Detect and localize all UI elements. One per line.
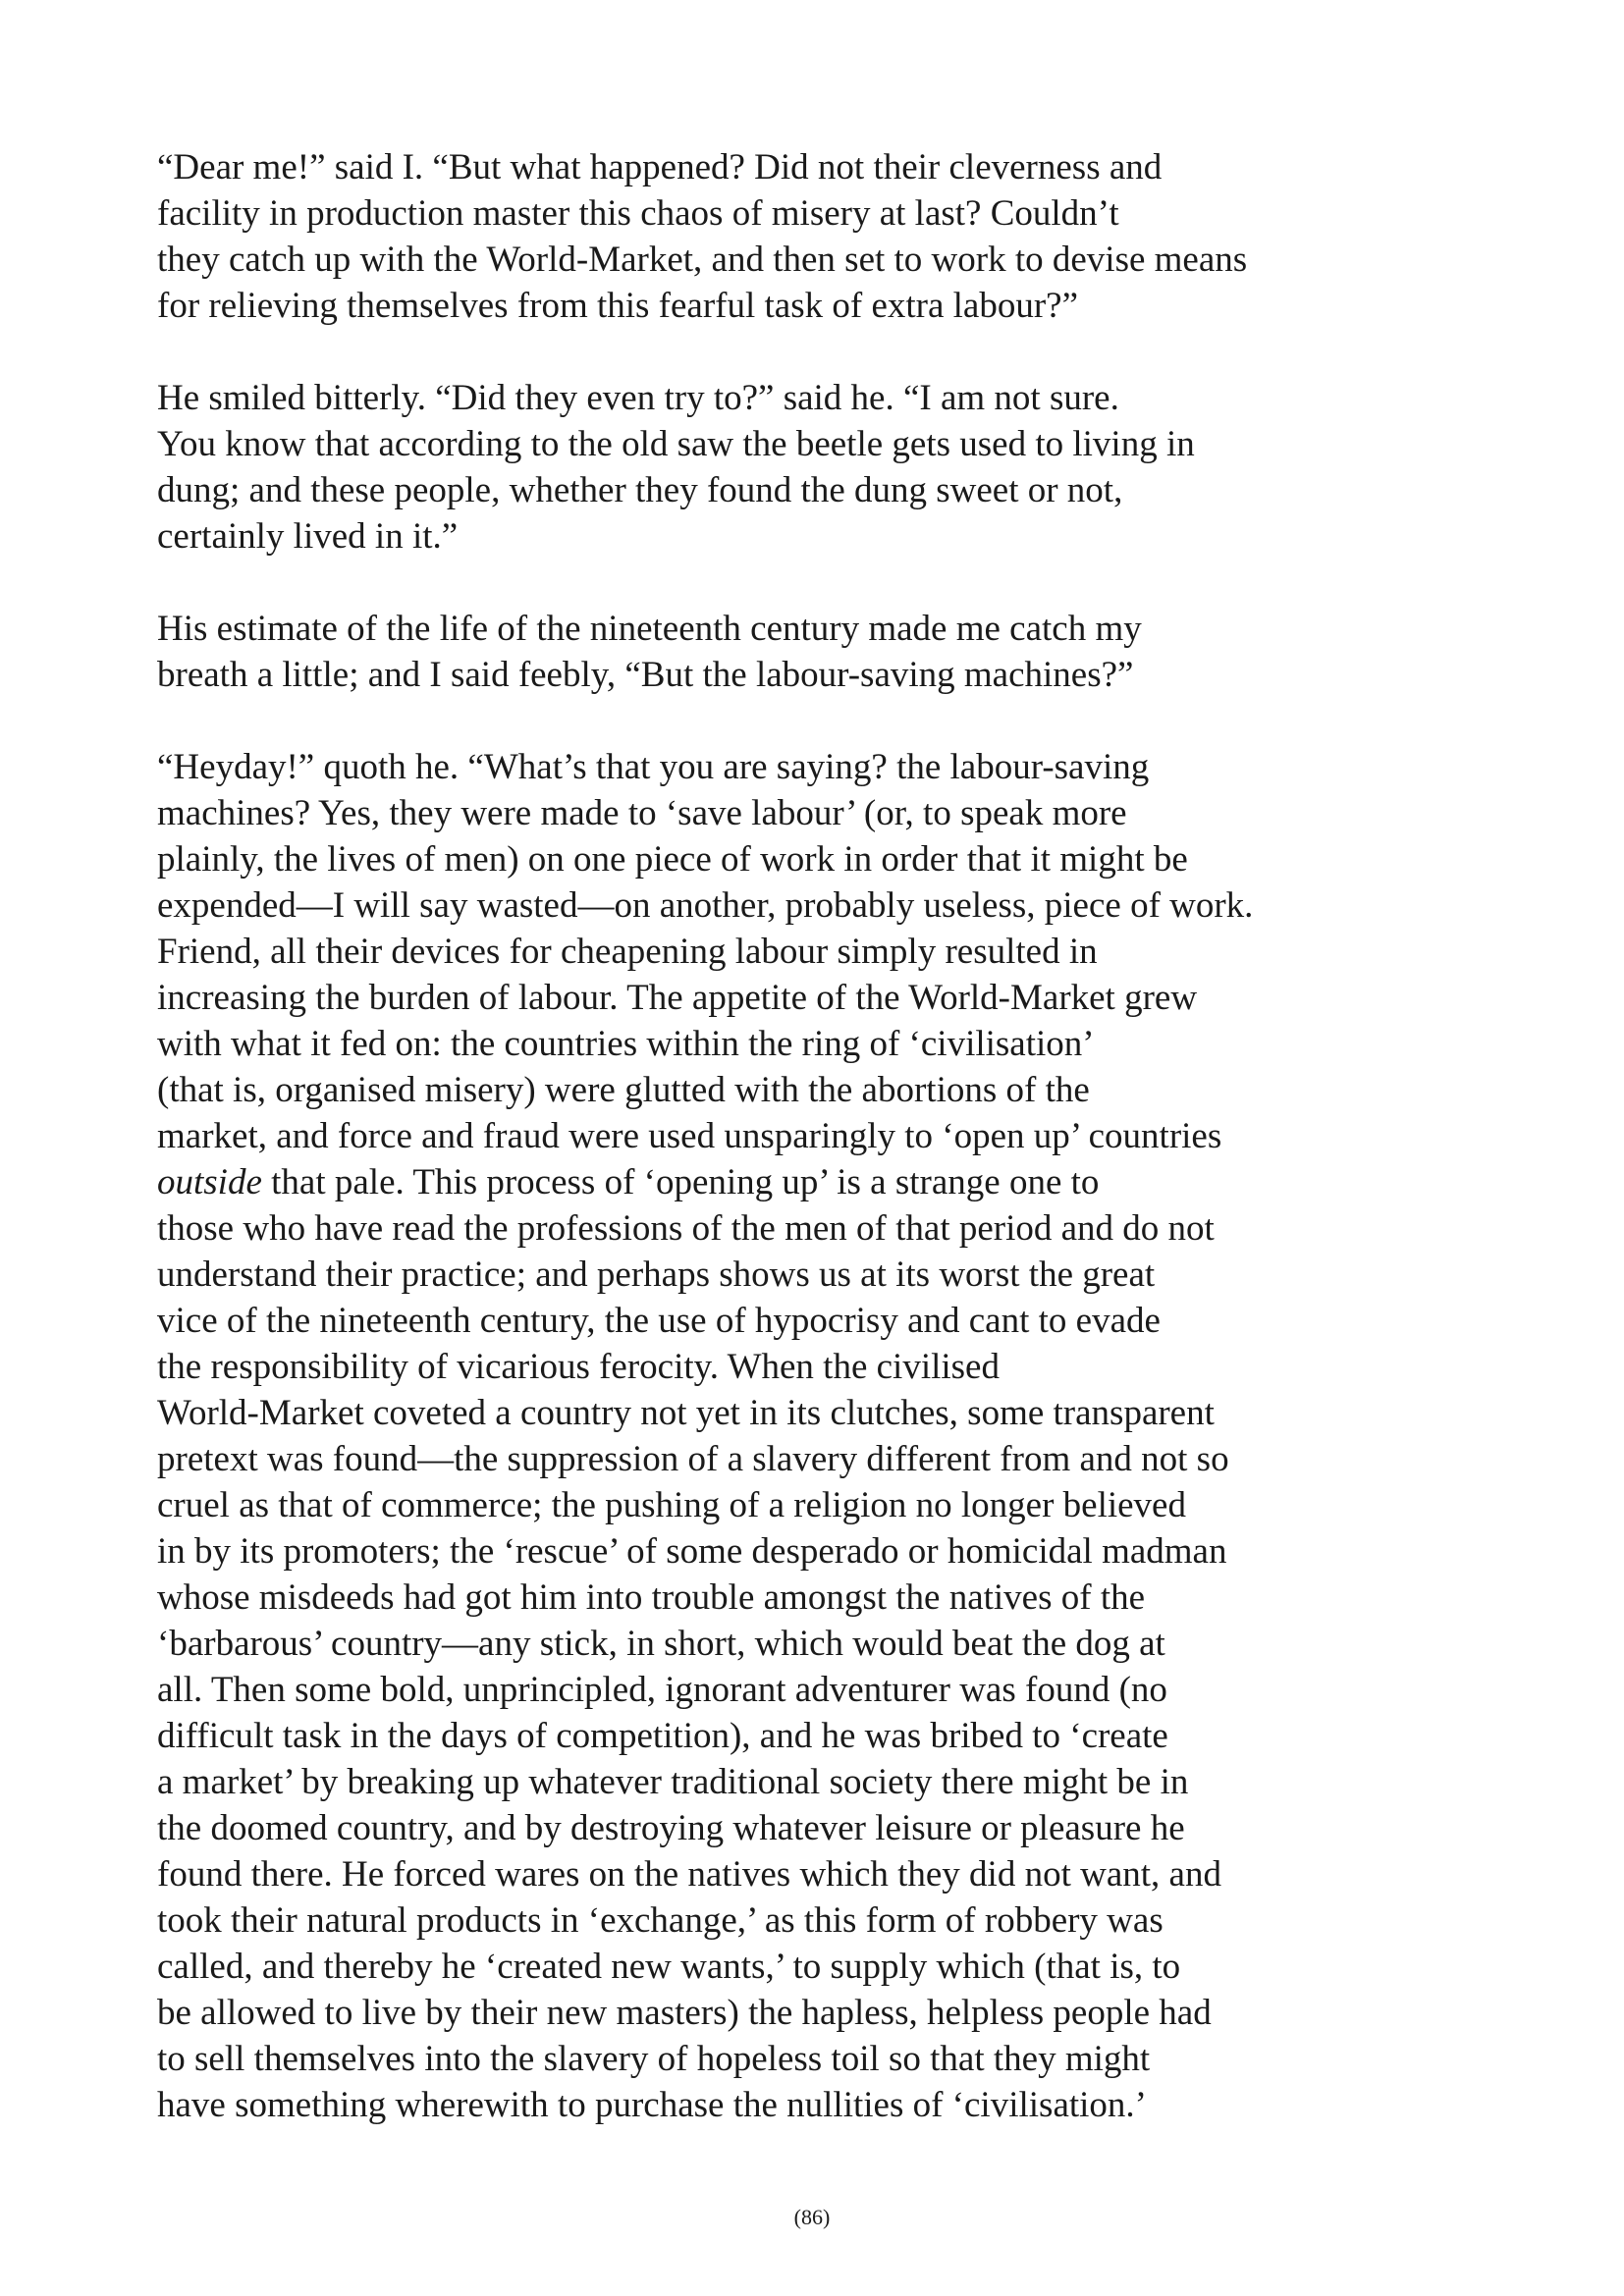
text-line: took their natural products in ‘exchange,’ as this form of robbery was xyxy=(157,1900,1164,1941)
text-line: the responsibility of vicarious ferocity. When the civilised xyxy=(157,1347,1000,1387)
text-line: cruel as that of commerce; the pushing of a religion no longer believed xyxy=(157,1485,1186,1525)
paragraph-4 xyxy=(157,744,1375,2128)
text-line: the doomed country, and by destroying whatever leisure or pleasure he xyxy=(157,1808,1185,1848)
text-line: Friend, all their devices for cheapening labour simply resulted in xyxy=(157,932,1098,972)
text-line: a market’ by breaking up whatever traditional society there might be in xyxy=(157,1762,1189,1802)
text-line: be allowed to live by their new masters) the hapless, helpless people had xyxy=(157,1993,1212,2033)
text-line: have something wherewith to purchase the nullities of ‘civilisation.’ xyxy=(157,2085,1147,2125)
paragraph-3 xyxy=(157,606,1375,698)
text-line: (that is, organised misery) were glutted with the abortions of the xyxy=(157,1070,1090,1110)
text-line: machines? Yes, they were made to ‘save labour’ (or, to speak more xyxy=(157,793,1127,833)
text-line: difficult task in the days of competition), and he was bribed to ‘create xyxy=(157,1716,1168,1756)
paragraph-2 xyxy=(157,375,1375,560)
text-line: in by its promoters; the ‘rescue’ of some desperado or homicidal madman xyxy=(157,1531,1227,1572)
text-line: increasing the burden of labour. The appetite of the World-Market grew xyxy=(157,978,1198,1018)
text-line: You know that according to the old saw the beetle gets used to living in xyxy=(157,424,1195,464)
text-line: those who have read the professions of the men of that period and do not xyxy=(157,1208,1215,1249)
text-line: breath a little; and I said feebly, “But the labour-saving machines?” xyxy=(157,655,1134,695)
text-line: they catch up with the World-Market, and then set to work to devise means xyxy=(157,240,1248,280)
text-line: found there. He forced wares on the natives which they did not want, and xyxy=(157,1854,1221,1895)
text-line: pretext was found—the suppression of a slavery different from and not so xyxy=(157,1439,1229,1479)
page-number: (86) xyxy=(793,2205,831,2229)
text-line: called, and thereby he ‘created new wants,’ to supply which (that is, to xyxy=(157,1947,1181,1987)
text-line: World-Market coveted a country not yet in its clutches, some transparent xyxy=(157,1393,1215,1433)
text-line: to sell themselves into the slavery of hopeless toil so that they might xyxy=(157,2039,1151,2079)
text-line: certainly lived in it.” xyxy=(157,516,459,557)
text-line: “Dear me!” said I. “But what happened? Did not their cleverness and xyxy=(157,147,1163,187)
paragraph-1 xyxy=(157,144,1375,329)
text-line: His estimate of the life of the nineteenth century made me catch my xyxy=(157,609,1142,649)
text-line: understand their practice; and perhaps shows us at its worst the great xyxy=(157,1255,1156,1295)
text-line-with-italic xyxy=(157,1159,1375,1205)
text-line: He smiled bitterly. “Did they even try to?” said he. “I am not sure. xyxy=(157,378,1119,418)
text-line-rest: that pale. This process of ‘opening up’ is a strange one to xyxy=(261,1162,1100,1202)
text-line: market, and force and fraud were used unsparingly to ‘open up’ countries xyxy=(157,1116,1222,1156)
text-line: “Heyday!” quoth he. “What’s that you are saying? the labour-saving xyxy=(157,747,1150,787)
text-line: with what it fed on: the countries within the ring of ‘civilisation’ xyxy=(157,1024,1095,1064)
italic-word: outside xyxy=(157,1162,262,1202)
text-line: dung; and these people, whether they found the dung sweet or not, xyxy=(157,470,1123,510)
text-line: expended—I will say wasted—on another, probably useless, piece of work. xyxy=(157,885,1254,926)
text-line: ‘barbarous’ country—any stick, in short, which would beat the dog at xyxy=(157,1624,1165,1664)
text-line: for relieving themselves from this fearful task of extra labour?” xyxy=(157,286,1079,326)
body-text xyxy=(157,144,1375,2128)
text-line: plainly, the lives of men) on one piece of work in order that it might be xyxy=(157,839,1188,880)
text-line: whose misdeeds had got him into trouble amongst the natives of the xyxy=(157,1577,1146,1618)
text-line: vice of the nineteenth century, the use of hypocrisy and cant to evade xyxy=(157,1301,1161,1341)
text-line: facility in production master this chaos of misery at last? Couldn’t xyxy=(157,193,1119,234)
text-line: all. Then some bold, unprincipled, ignorant adventurer was found (no xyxy=(157,1670,1167,1710)
